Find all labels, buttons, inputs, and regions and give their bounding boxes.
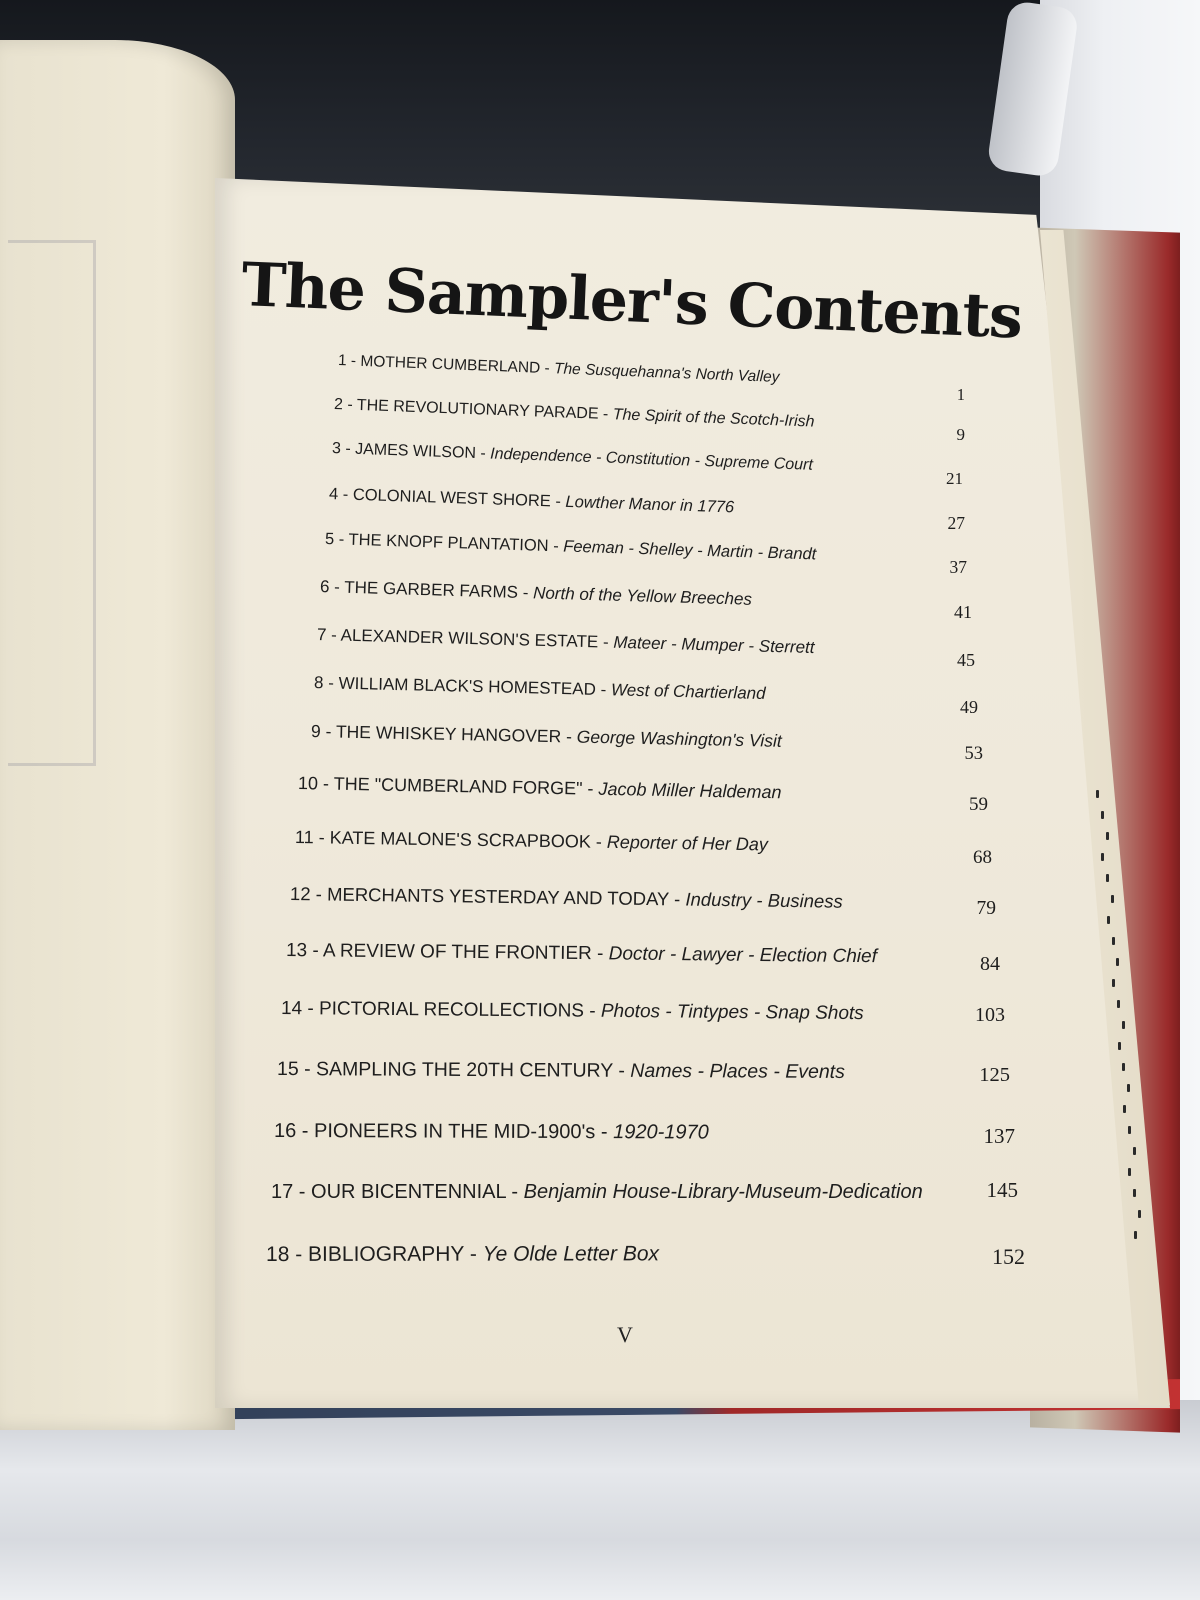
toc-entry-subtitle: George Washington's Visit [576,726,782,751]
toc-entry-subtitle: Jacob Miller Haldeman [598,778,782,803]
toc-separator: - [307,940,324,962]
toc-entry-number: 10 [297,773,319,794]
toc-separator: - [329,577,345,597]
toc-entry-subtitle: 1920-1970 [613,1121,709,1144]
toc-entry-number: 15 [276,1058,299,1081]
toc-entry [281,998,864,1025]
toc-separator: - [289,1242,309,1266]
toc-page-number: 59 [969,794,988,815]
toc-separator: - [598,405,614,424]
toc-page-number: 145 [986,1178,1018,1202]
toc-separator: - [310,883,328,905]
toc-page-number: 41 [954,602,972,622]
toc-page-number: 68 [973,847,992,868]
toc-entry-subtitle: Ye Olde Letter Box [482,1242,660,1266]
toc-entry [271,1181,923,1204]
toc-separator: - [475,445,491,463]
toc-separator: - [517,582,534,603]
toc-separator: - [595,679,612,700]
toc-entry-number: 17 [271,1181,294,1203]
toc-entry-title: A REVIEW OF THE FRONTIER [322,940,592,965]
toc-page-number: 1 [956,385,965,404]
toc-entry-title: MOTHER CUMBERLAND [360,352,541,377]
toc-separator: - [597,632,614,652]
toc-entry-subtitle: Names - Places - Events [630,1059,845,1083]
toc-page-number: 9 [956,425,965,444]
toc-entry-number: 9 [310,721,321,742]
toc-entry-subtitle: West of Chartierland [610,680,766,704]
toc-entry-subtitle: Reporter of Her Day [606,831,769,855]
toc-separator: - [320,721,337,742]
toc-entry-number: 16 [273,1120,297,1143]
toc-entry-title: BIBLIOGRAPHY [308,1242,465,1266]
toc-entry [325,530,817,564]
toc-separator: - [583,1000,602,1022]
toc-page-number: 21 [946,469,963,488]
toc-entry-number: 12 [289,883,311,905]
toc-entry-number: 7 [316,625,327,645]
toc-entry [332,440,813,475]
toc-separator: - [326,625,341,645]
toc-page-number: 79 [976,898,996,919]
toc-entry-subtitle: Independence - Constitution - Supreme Court [489,445,814,474]
toc-entry [286,940,877,968]
toc-separator: - [342,396,358,414]
toc-entry-title: THE "CUMBERLAND FORGE" [333,773,583,799]
toc-separator: - [582,778,599,799]
toc-entry-title: ALEXANDER WILSON'S ESTATE [340,625,599,652]
toc-entry [317,625,815,658]
toc-separator: - [333,530,349,549]
toc-separator: - [612,1059,631,1082]
toc-entry-title: WILLIAM BLACK'S HOMESTEAD [338,673,597,699]
toc-entry-title: JAMES WILSON [354,440,477,463]
toc-separator: - [505,1181,524,1203]
toc-entry [266,1242,659,1267]
toc-entry [298,773,782,803]
toc-separator: - [296,1120,315,1143]
toc-entry-title: THE GARBER FARMS [344,577,519,602]
toc-page-number: 137 [983,1124,1015,1148]
toc-entry-number: 8 [313,673,324,693]
toc-page-number: 49 [960,697,978,717]
toc-entry-number: 13 [285,940,308,962]
toc-separator: - [337,485,354,504]
toc-entry [329,485,735,517]
toc-separator: - [302,998,320,1020]
toc-page-number: 45 [957,650,975,670]
toc-entry-subtitle: Benjamin House-Library-Museum-Dedication [523,1181,923,1203]
toc-entry-title: KATE MALONE'S SCRAPBOOK [329,827,591,852]
toc-separator: - [591,943,609,965]
toc-separator: - [539,359,555,378]
toc-separator: - [346,352,361,370]
toc-page-number: 27 [947,513,965,533]
toc-entry-subtitle: Feeman - Shelley - Martin - Brandt [563,537,817,564]
page-folio: V [617,1322,633,1347]
toc-entry [320,577,753,610]
toc-page-number: 103 [975,1004,1005,1026]
toc-entry-subtitle: Photos - Tintypes - Snap Shots [600,1000,864,1025]
toc-entry-number: 14 [280,998,303,1020]
toc-entry-title: COLONIAL WEST SHORE [352,485,552,511]
toc-entry [334,396,815,432]
toc-entry-title: PICTORIAL RECOLLECTIONS [318,998,585,1022]
toc-entry-title: THE REVOLUTIONARY PARADE [356,396,599,423]
toc-separator: - [317,773,334,794]
toc-page-number: 37 [949,557,967,577]
toc-entry [274,1120,709,1145]
toc-page-number: 125 [979,1064,1010,1086]
toc-entry-title: PIONEERS IN THE MID-1900's [313,1120,596,1144]
toc-separator: - [340,440,356,458]
toc-entry-title: THE WHISKEY HANGOVER [335,721,562,747]
toc-separator: - [595,1121,614,1144]
toc-entry [314,673,766,704]
toc-entry-subtitle: Industry - Business [685,888,843,912]
toc-entry-number: 11 [294,827,314,848]
toc-entry-number: 6 [319,577,330,597]
toc-separator: - [323,673,339,693]
toc-entry-number: 2 [333,396,344,414]
toc-page-number: 53 [964,744,983,764]
toc-page-number: 84 [980,953,1000,975]
toc-entry-subtitle: Mateer - Mumper - Sterrett [613,632,815,658]
toc-page-number: 152 [992,1244,1025,1269]
toc-entry-title: OUR BICENTENNIAL [311,1181,506,1203]
toc-separator: - [550,492,566,511]
toc-separator: - [590,831,607,852]
toc-entry [295,827,768,855]
toc-separator: - [313,827,330,848]
toc-entry-number: 5 [324,530,335,549]
toc-entry-title: MERCHANTS YESTERDAY AND TODAY [326,883,670,910]
toc-entry-subtitle: North of the Yellow Breeches [532,583,753,609]
page-title: The Sampler's Contents [240,250,1024,353]
toc-entry-number: 4 [328,485,339,504]
toc-entry [311,721,782,752]
toc-entry-number: 3 [331,440,342,458]
toc-entry-title: THE KNOPF PLANTATION [348,530,549,556]
toc-separator: - [293,1181,312,1203]
toc-entry-title: SAMPLING THE 20TH CENTURY [315,1058,614,1082]
toc-entry-number: 18 [265,1242,290,1266]
toc-entry-subtitle: Doctor - Lawyer - Election Chief [608,943,878,968]
toc-entry-subtitle: The Spirit of the Scotch-Irish [612,406,815,431]
toc-entry-subtitle: Lowther Manor in 1776 [565,492,735,517]
toc-separator: - [548,537,564,556]
toc-separator: - [464,1242,483,1266]
toc-entry [338,352,780,387]
toc-entry [277,1058,845,1084]
toc-entry-number: 1 [337,352,347,370]
toc-entry-subtitle: The Susquehanna's North Valley [553,360,780,386]
toc-separator: - [668,888,686,910]
toc-entry [290,883,843,913]
toc-separator: - [561,726,577,747]
toc-separator: - [298,1058,317,1081]
